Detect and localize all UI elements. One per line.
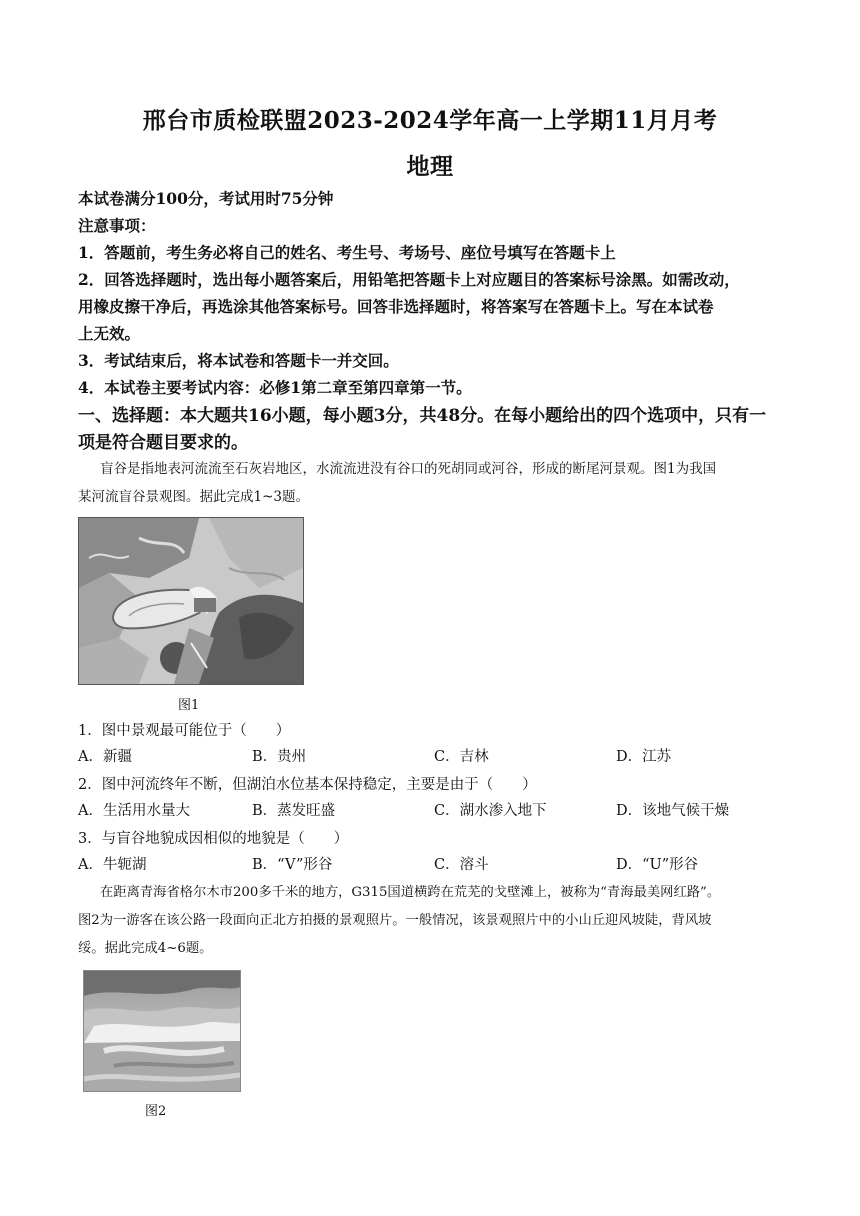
question-stem: 2．图中河流终年不断，但湖泊水位基本保持稳定，主要是由于（ ） [78, 777, 537, 793]
note-line: 上无效。 [78, 324, 141, 343]
option-a: A．生活用水量大 [78, 803, 190, 819]
option-b: B．蒸发旺盛 [252, 803, 336, 819]
figure-2-caption: 图2 [145, 1104, 167, 1119]
note-line: 2．回答选择题时，选出每小题答案后，用铅笔把答题卡上对应题目的答案标号涂黑。如需改动， [78, 270, 740, 289]
exam-info: 本试卷满分100分，考试用时75分钟 [78, 189, 334, 208]
passage-line: 绥。据此完成4~6题。 [78, 941, 213, 956]
blind-valley-photo [79, 518, 303, 684]
figure-1-caption: 图1 [178, 698, 200, 713]
option-b: B．“V”形谷 [252, 857, 333, 873]
note-line: 用橡皮擦干净后，再选涂其他答案标号。回答非选择题时，将答案写在答题卡上。写在本试卷 [78, 297, 714, 316]
option-a: A．新疆 [78, 749, 132, 765]
note-line: 4．本试卷主要考试内容：必修1第二章至第四章第一节。 [78, 378, 472, 397]
section-heading: 一、选择题：本大题共16小题，每小题3分，共48分。在每小题给出的四个选项中，只有一 [78, 406, 767, 426]
option-c: C．吉林 [434, 749, 489, 765]
figure-1-image [78, 517, 304, 685]
notes-heading: 注意事项： [78, 216, 156, 235]
question-stem: 3．与盲谷地貌成因相似的地貌是（ ） [78, 831, 349, 847]
option-d: D．该地气候干燥 [616, 803, 730, 819]
passage-line: 某河流盲谷景观图。据此完成1~3题。 [78, 489, 309, 505]
option-a: A．牛轭湖 [78, 857, 147, 873]
gobi-road-photo [84, 971, 240, 1091]
figure-2-image [83, 970, 241, 1092]
option-c: C．溶斗 [434, 857, 489, 873]
passage-line: 盲谷是指地表河流流至石灰岩地区，水流流进没有谷口的死胡同或河谷，形成的断尾河景观。图1为我国 [100, 461, 717, 477]
note-line: 1．答题前，考生务必将自己的姓名、考生号、考场号、座位号填写在答题卡上 [78, 243, 616, 262]
question-options [78, 853, 794, 879]
option-b: B．贵州 [252, 749, 307, 765]
option-d: D．江苏 [616, 749, 672, 765]
subject-title: 地理 [406, 153, 454, 180]
note-line: 3．考试结束后，将本试卷和答题卡一并交回。 [78, 351, 399, 370]
question-options [78, 799, 794, 825]
option-d: D．“U”形谷 [616, 857, 699, 873]
option-c: C．湖水渗入地下 [434, 803, 547, 819]
passage-line: 图2为一游客在该公路一段面向正北方拍摄的景观照片。一般情况，该景观照片中的小山丘迎风坡陡，背风坡 [78, 913, 712, 928]
question-stem: 1．图中景观最可能位于（ ） [78, 723, 291, 739]
passage-line: 在距离青海省格尔木市200多千米的地方，G315国道横跨在荒芜的戈壁滩上，被称为“青海最美网红路”。 [100, 885, 721, 900]
question-options [78, 745, 794, 771]
exam-title: 邢台市质检联盟2023-2024学年高一上学期11月月考 [142, 107, 718, 134]
section-heading: 项是符合题目要求的。 [78, 433, 248, 453]
